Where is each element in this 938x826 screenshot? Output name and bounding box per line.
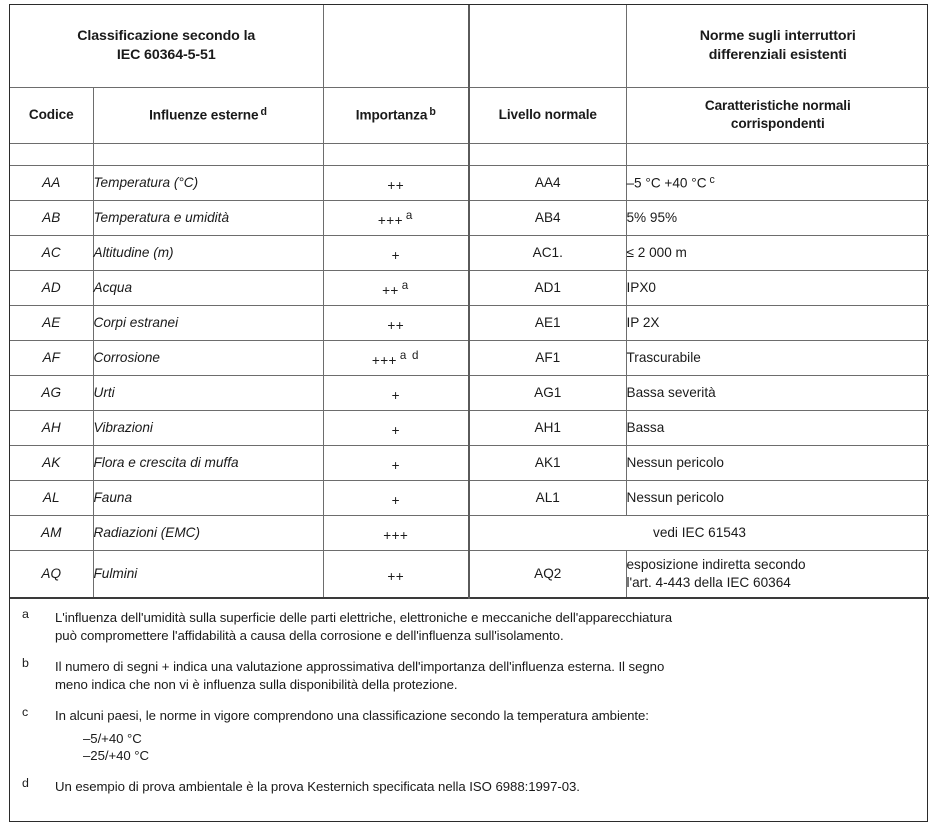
column-header-importanza: Importanza $^b$	[323, 87, 469, 143]
footnote-marker: a	[22, 607, 29, 621]
footnote-marker: c	[22, 704, 29, 719]
cell-description: Urti	[93, 375, 323, 410]
footnote-line2: meno indica che non vi è influenza sulla disponibilità della protezione.	[55, 676, 458, 692]
cell-characteristic	[626, 445, 929, 480]
header-group-norme	[626, 5, 929, 87]
footnote-line1: L'influenza dell'umidità sulla superficie delle parti elettriche, elettroniche e meccaniche dell'apparecchiatura	[55, 610, 672, 625]
footnote	[10, 704, 915, 765]
header-group-empty-importanza	[323, 5, 469, 87]
characteristic-line1: Bassa severità	[626, 384, 716, 400]
cell-importance	[323, 235, 469, 270]
footnotes-container	[10, 598, 929, 821]
table-row	[10, 550, 929, 598]
cell-code: AB	[10, 200, 93, 235]
column-header-influenze-note: d	[260, 105, 267, 118]
importance-footnote-refs: a	[401, 279, 410, 292]
importance-plus-signs: +	[391, 388, 400, 403]
cell-code: AE	[10, 305, 93, 340]
cell-characteristic	[626, 375, 929, 410]
cell-level: AD1	[469, 270, 626, 305]
characteristic-line1: IP 2X	[626, 314, 660, 330]
cell-code: AC	[10, 235, 93, 270]
footnote-line2: può compromettere l'affidabilità a causa della corrosione e dell'influenza sull'isolamento.	[55, 627, 564, 643]
footnote-marker: d	[22, 776, 29, 791]
footnote-sub-line2: –25/+40 °C	[83, 748, 149, 764]
cell-code: AA	[10, 165, 93, 200]
header-group-classification-line1: Classificazione secondo la	[77, 28, 256, 45]
characteristic-line1: 5% 95%	[626, 209, 678, 225]
cell-code: AF	[10, 340, 93, 375]
characteristic-footnote-ref: c	[709, 173, 715, 186]
characteristic-line1: esposizione indiretta secondo	[626, 556, 806, 572]
characteristic-line1: –5 °C +40 °C $^c$	[626, 173, 715, 191]
cell-importance	[323, 550, 469, 598]
spacer-cell-caratteristiche	[626, 143, 929, 165]
cell-code: AG	[10, 375, 93, 410]
cell-importance	[323, 375, 469, 410]
importance-plus-signs: ++	[382, 283, 399, 298]
characteristic-line1: Nessun pericolo	[626, 489, 724, 505]
importance-plus-signs: +	[391, 458, 400, 473]
cell-characteristic	[626, 235, 929, 270]
cell-characteristic	[626, 270, 929, 305]
cell-level: AH1	[469, 410, 626, 445]
table-row	[10, 200, 929, 235]
cell-description: Corrosione	[93, 340, 323, 375]
cell-importance	[323, 445, 469, 480]
footnote	[10, 778, 915, 796]
importance-plus-signs: ++	[387, 178, 405, 193]
cell-code: AD	[10, 270, 93, 305]
footnote-sublist	[55, 730, 915, 765]
importance-plus-signs: +	[391, 248, 400, 263]
table-row	[10, 515, 929, 550]
importance-plus-signs: +++	[383, 528, 409, 543]
header-group-norme-line1: Norme sugli interruttori	[699, 28, 856, 45]
footnote	[10, 609, 915, 645]
cell-level: AG1	[469, 375, 626, 410]
header-group-empty-livello	[469, 5, 626, 87]
spacer-cell-codice	[10, 143, 93, 165]
cell-characteristic	[626, 165, 929, 200]
cell-characteristic	[626, 410, 929, 445]
column-header-caratteristiche	[626, 87, 929, 143]
column-header-influenze-esterne: Influenze esterne $^d$	[93, 87, 323, 143]
table-footnotes-row	[10, 598, 929, 821]
table-row	[10, 270, 929, 305]
cell-level: AK1	[469, 445, 626, 480]
characteristic-line1: IPX0	[626, 279, 656, 295]
cell-description: Temperatura e umidità	[93, 200, 323, 235]
external-influences-table	[9, 4, 928, 822]
cell-level: AL1	[469, 480, 626, 515]
table-column-header-row	[10, 87, 929, 143]
cell-description: Temperatura (°C)	[93, 165, 323, 200]
table-row	[10, 410, 929, 445]
cell-description: Radiazioni (EMC)	[93, 515, 323, 550]
cell-importance	[323, 165, 469, 200]
cell-description: Altitudine (m)	[93, 235, 323, 270]
cell-characteristic	[626, 550, 929, 598]
cell-description: Vibrazioni	[93, 410, 323, 445]
cell-characteristic	[626, 200, 929, 235]
footnote-line1: Il numero di segni + indica una valutazione approssimativa dell'importanza dell'influenza esterna. Il segno	[55, 658, 665, 674]
characteristic-line1: ≤ 2 000 m	[626, 244, 687, 260]
spacer-cell-livello	[469, 143, 626, 165]
footnote-line1: Un esempio di prova ambientale è la prova Kesternich specificata nella ISO 6988:1997-03.	[55, 779, 580, 795]
importance-plus-signs: +	[391, 493, 400, 508]
table-spacer-row	[10, 143, 929, 165]
cell-code: AH	[10, 410, 93, 445]
header-group-classification-line2: IEC 60364-5-51	[116, 46, 216, 63]
cell-importance	[323, 305, 469, 340]
cell-level: AC1.	[469, 235, 626, 270]
table-row	[10, 445, 929, 480]
cell-importance	[323, 270, 469, 305]
cell-importance	[323, 200, 469, 235]
header-group-norme-line2: differenziali esistenti	[708, 46, 847, 63]
cell-description: Corpi estranei	[93, 305, 323, 340]
importance-footnote-refs: a d	[399, 349, 420, 362]
characteristic-line1: Bassa	[626, 419, 665, 435]
classification-table	[10, 5, 929, 821]
cell-code: AM	[10, 515, 93, 550]
characteristic-line1: Nessun pericolo	[626, 454, 724, 470]
table-row	[10, 235, 929, 270]
column-header-caratteristiche-line2: corrispondenti	[730, 116, 825, 131]
column-header-caratteristiche-line1: Caratteristiche normali	[704, 98, 851, 114]
cell-description: Flora e crescita di muffa	[93, 445, 323, 480]
footnote-sub-line1: –5/+40 °C	[83, 730, 142, 746]
table-row	[10, 305, 929, 340]
table-row	[10, 480, 929, 515]
cell-merged-level-characteristic: vedi IEC 61543	[469, 515, 929, 550]
cell-code: AL	[10, 480, 93, 515]
cell-level: AQ2	[469, 550, 626, 598]
header-group-classification	[10, 5, 323, 87]
column-header-livello-normale: Livello normale	[469, 87, 626, 143]
table-row	[10, 165, 929, 200]
table-row	[10, 375, 929, 410]
cell-importance	[323, 340, 469, 375]
table-group-header-row	[10, 5, 929, 87]
importance-plus-signs: ++	[387, 569, 405, 585]
cell-importance	[323, 515, 469, 550]
cell-level: AE1	[469, 305, 626, 340]
spacer-cell-importanza	[323, 143, 469, 165]
column-header-codice: Codice	[10, 87, 93, 143]
cell-code: AQ	[10, 550, 93, 598]
cell-importance	[323, 410, 469, 445]
importance-footnote-refs: a	[405, 209, 414, 222]
table-row	[10, 340, 929, 375]
characteristic-line2: l'art. 4-443 della IEC 60364	[626, 574, 791, 590]
cell-code: AK	[10, 445, 93, 480]
footnote-line1: In alcuni paesi, le norme in vigore comprendono una classificazione secondo la temperatura ambiente:	[55, 707, 649, 723]
cell-description: Fulmini	[93, 550, 323, 598]
cell-characteristic	[626, 480, 929, 515]
cell-description: Fauna	[93, 480, 323, 515]
cell-level: AA4	[469, 165, 626, 200]
importance-plus-signs: +	[391, 423, 400, 438]
cell-importance	[323, 480, 469, 515]
cell-level: AB4	[469, 200, 626, 235]
cell-characteristic	[626, 305, 929, 340]
importance-plus-signs: +++	[371, 353, 397, 368]
cell-level: AF1	[469, 340, 626, 375]
column-header-importanza-note: b	[429, 105, 436, 118]
characteristic-line1: Trascurabile	[626, 349, 701, 365]
footnote	[10, 655, 915, 694]
footnote-marker: b	[22, 655, 29, 670]
cell-characteristic	[626, 340, 929, 375]
spacer-cell-influenze	[93, 143, 323, 165]
importance-plus-signs: ++	[387, 318, 405, 333]
cell-description: Acqua	[93, 270, 323, 305]
importance-plus-signs: +++	[377, 213, 403, 228]
